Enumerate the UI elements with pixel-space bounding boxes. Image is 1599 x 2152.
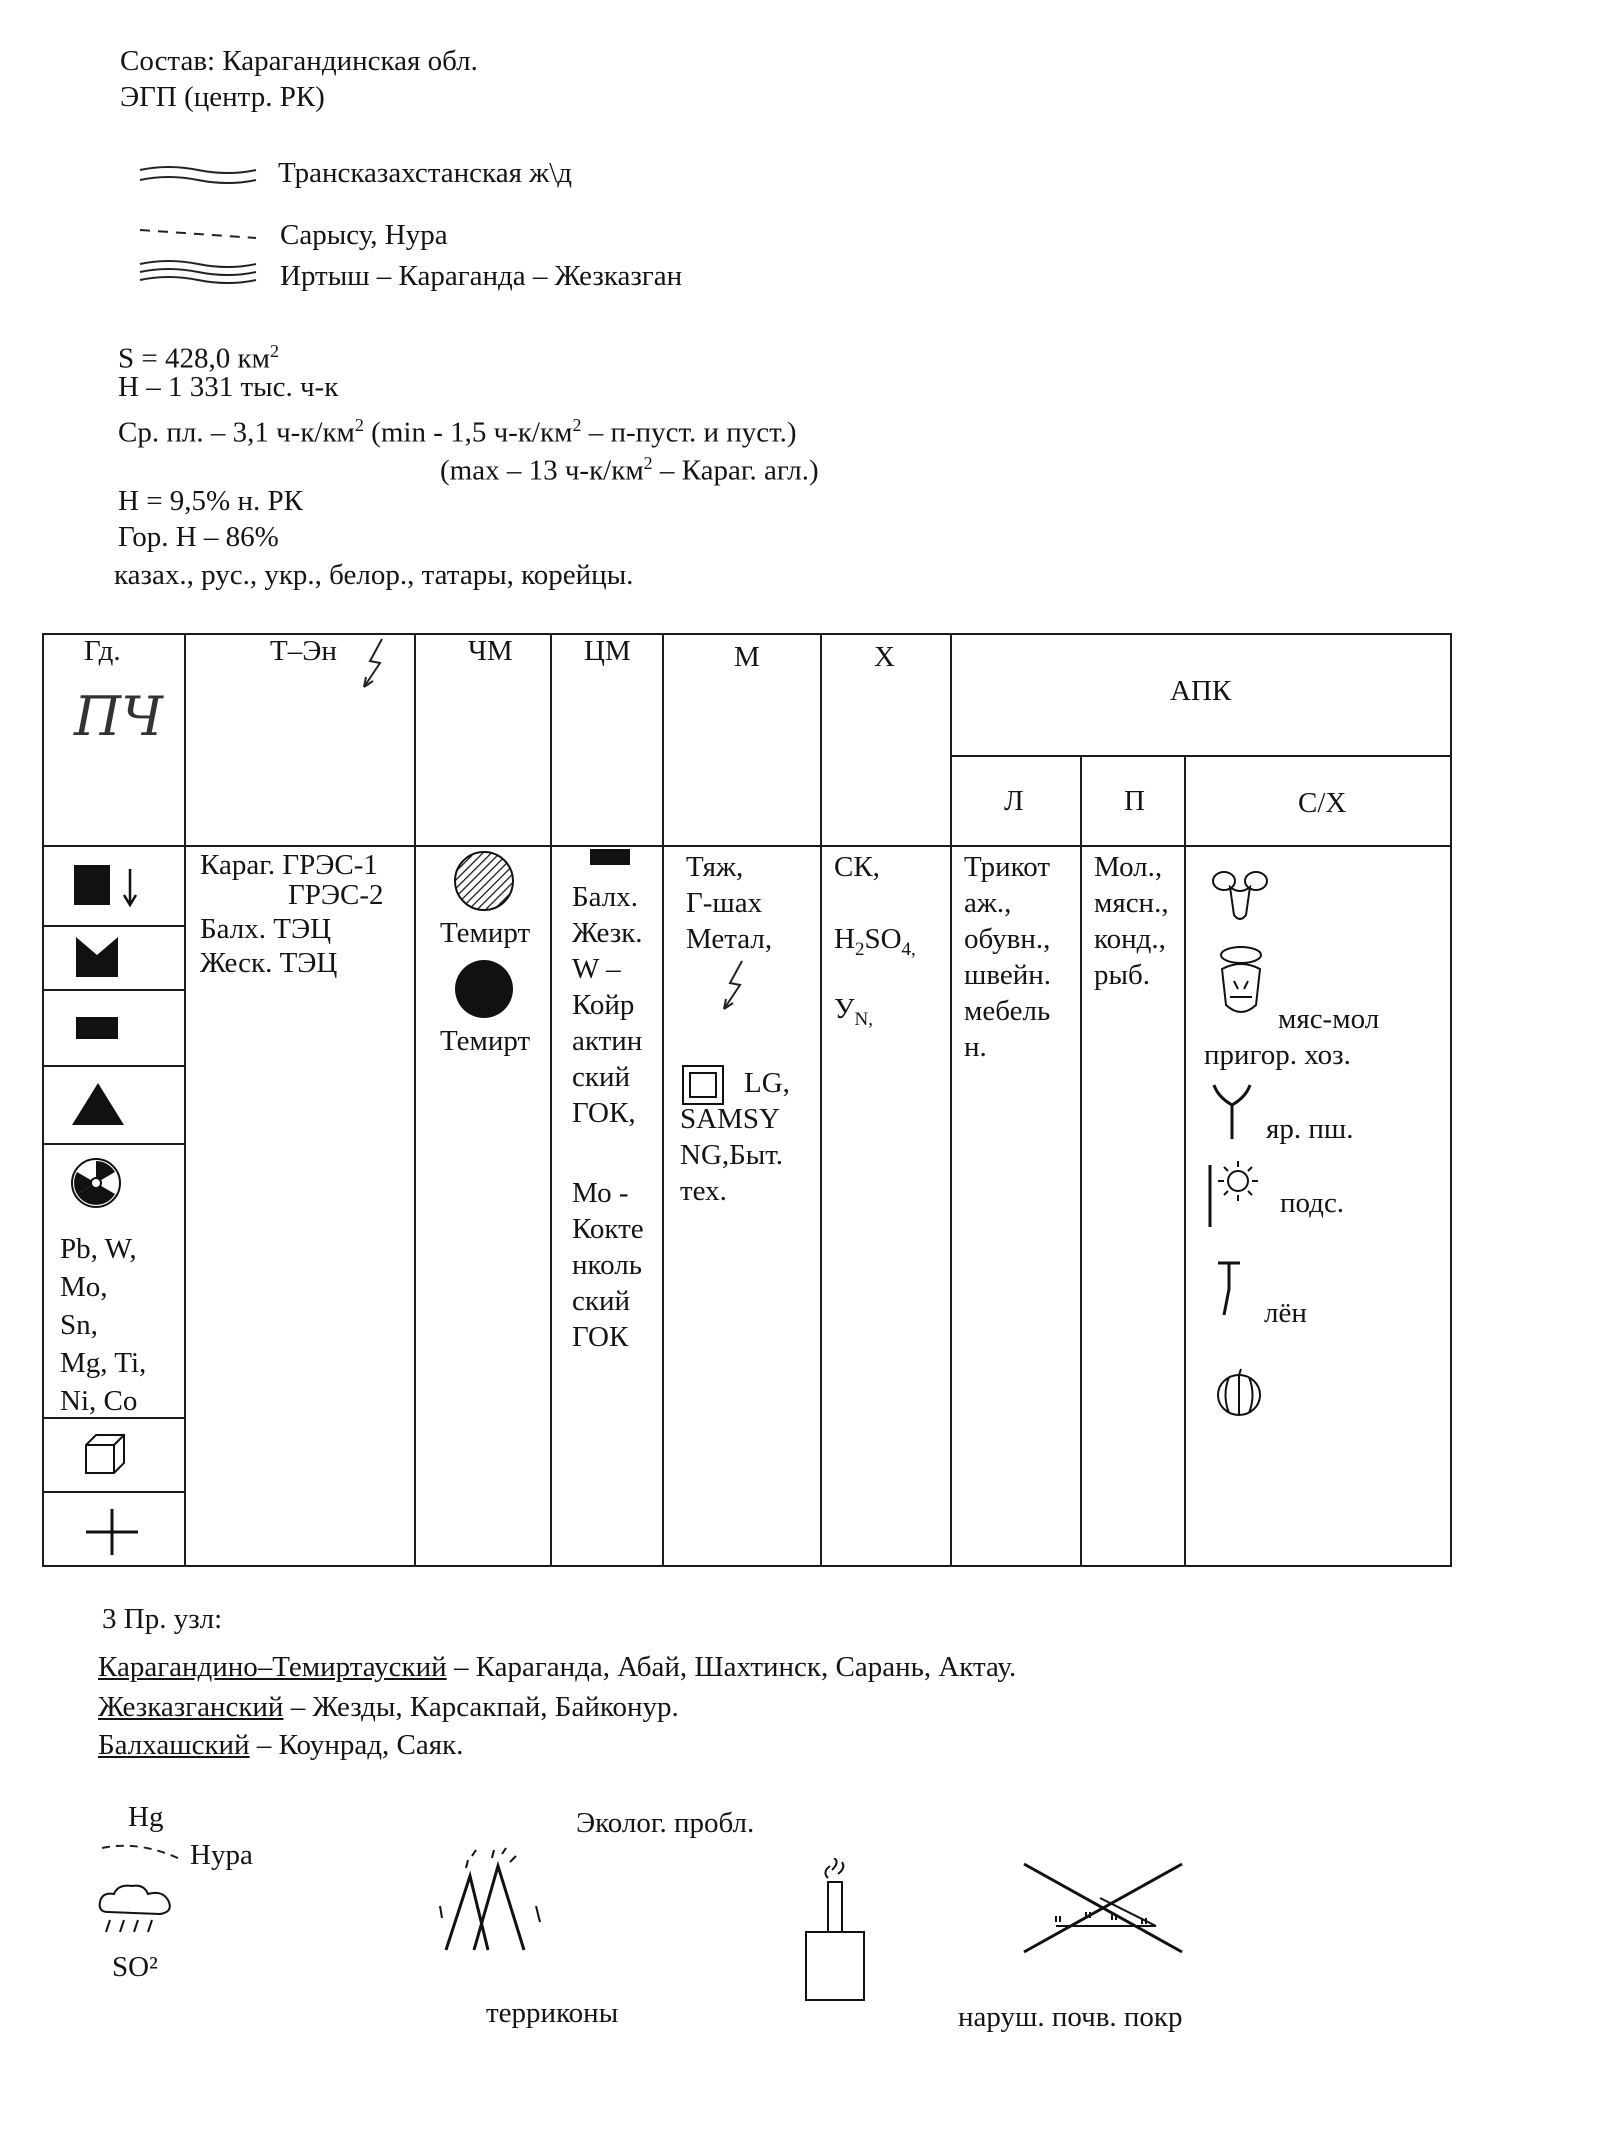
row-divider [44,925,184,927]
row-divider [44,1491,184,1493]
nodes-title: 3 Пр. узл: [102,1603,223,1635]
node-cities-2: – Жезды, Карсакпай, Байконур. [283,1691,679,1723]
iron-ore-icon [74,935,120,979]
density-max-sup: 2 [643,453,653,473]
ethnic-line: казах., рус., укр., белор., татары, корейцы. [114,559,634,591]
lightning-arrow-icon [714,959,754,1015]
m-line: Тяж, [686,851,744,883]
p-line: мясн., [1094,887,1169,919]
col-divider [820,635,822,1565]
melon-icon [1214,1367,1264,1419]
copper-triangle-icon [70,1081,126,1127]
m-line: Метал, [686,923,773,955]
row-divider [44,1143,184,1145]
node-name-2: Жезказганский [98,1691,284,1723]
row-divider [950,755,1450,757]
wheat-icon [1210,1083,1254,1141]
density-sup2: 2 [572,415,582,435]
urban-line: Гор. Н – 86% [118,521,279,553]
tsm-line: Койр [572,989,635,1021]
copper-bar-icon [588,847,634,867]
tsm-line: Балх. [572,881,639,913]
p-line: конд., [1094,923,1166,955]
cow-head-icon [1210,867,1270,925]
smokestack-icon [800,1858,870,2002]
tsm-line: ГОК [572,1321,629,1353]
m-line: Г-шах [686,887,763,919]
sx-suburban: пригор. хоз. [1204,1039,1351,1071]
sx-flax: лён [1264,1297,1307,1329]
eco-terrikony: терриконы [486,1997,619,2029]
header-tsm: ЦМ [584,635,631,667]
density-sup1: 2 [354,415,364,435]
node-cities-3: – Коунрад, Саяк. [249,1729,464,1761]
p-line: Мол., [1094,851,1163,883]
header-apk: АПК [1170,675,1232,707]
x-yn-sub: N, [854,1008,874,1030]
hatched-circle-icon [452,849,516,913]
p-line: рыб. [1094,959,1150,991]
eco-soil: наруш. почв. покр [958,2001,1183,2033]
x-sk: СК, [834,851,880,883]
crossed-soil-icon [1020,1860,1186,1956]
header-sx: С/Х [1298,787,1347,819]
row-divider [44,989,184,991]
density-part-b: (min - 1,5 ч-к/км [363,416,573,449]
node-name-1: Карагандино–Темиртауский [98,1651,447,1683]
l-line: швейн. [964,959,1052,991]
tsm-line: Жезк. [572,917,643,949]
header-x: Х [874,641,895,673]
col-divider [662,635,664,1565]
double-wave-line-icon [138,160,258,190]
sx-grain: яр. пш. [1266,1113,1354,1145]
node-line-2 [98,1690,679,1724]
chm-label: Темирт [440,917,531,949]
ten-line: Балх. ТЭЦ [200,913,332,945]
m-line: тех. [680,1175,727,1207]
sunflower-icon [1204,1155,1266,1229]
share-line: Н = 9,5% н. РК [118,485,303,517]
density-max-line [440,446,819,488]
m-line: NG,Быт. [680,1139,784,1171]
egp-line: ЭГП (центр. РК) [120,81,325,113]
manganese-icon [74,1013,120,1043]
flax-icon [1214,1259,1244,1319]
population-line: Н – 1 331 тыс. ч-к [118,371,339,403]
col-divider [1184,755,1186,1565]
metal-line: Mg, Ti, [60,1347,147,1379]
header-l: Л [1004,785,1024,817]
tsm-line: W – [572,953,621,985]
coal-arrow-icon [72,863,144,911]
composition-line: Состав: Карагандинская обл. [120,45,478,77]
metal-line: Ni, Co [60,1385,138,1417]
node-name-3: Балхашский [98,1729,250,1761]
triple-wave-line-icon [138,258,258,288]
pig-icon [1212,945,1270,1021]
eco-nura: Нура [190,1839,253,1871]
header-m: М [734,641,760,673]
legend-label-canal: Иртыш – Караганда – Жезказган [280,260,683,292]
node-line-3 [98,1728,463,1762]
radiation-icon [70,1157,122,1209]
sx-sunflower: подс. [1280,1187,1345,1219]
filled-circle-icon [452,957,516,1021]
metal-line: Sn, [60,1309,98,1341]
eco-hg: Hg [128,1801,164,1833]
row-divider [44,1065,184,1067]
col-divider [184,635,186,1565]
l-line: обувн., [964,923,1051,955]
col-divider [550,635,552,1565]
tsm-line: актин [572,1025,643,1057]
ten-line: Караг. ГРЭС-1 [200,849,378,881]
l-line: н. [964,1031,987,1063]
legend-label-railway: Трансказахстанская ж\д [278,157,573,189]
metal-line: Mo, [60,1271,108,1303]
tsm-line: нколь [572,1249,642,1281]
density-part-a: Ср. пл. – 3,1 ч-к/км [118,416,355,449]
tsm-line: ГОК, [572,1097,636,1129]
node-line-1 [98,1650,1016,1684]
l-line: Трикот [964,851,1051,883]
eco-so2: SO² [112,1951,158,1983]
x-h2so4-sub2: 4, [901,938,916,960]
node-cities-1: – Караганда, Абай, Шахтинск, Сарань, Актау. [446,1651,1017,1683]
l-line: мебель [964,995,1051,1027]
chm-label: Темирт [440,1025,531,1057]
x-h2so4-b: SO [864,923,902,955]
x-yn [834,991,873,1038]
eco-title: Эколог. пробл. [576,1807,755,1839]
area-text: S = 428,0 км [118,342,270,375]
cube-icon [82,1431,128,1477]
density-part-c: – п-пуст. и пуст.) [581,416,797,449]
tsm-line: ский [572,1061,630,1093]
header-ten: Т–Эн [270,635,337,667]
x-h2so4-sub1: 2 [854,938,865,960]
x-h2so4-a: H [834,923,855,955]
tsm-line: Мо - [572,1177,629,1209]
l-line: аж., [964,887,1012,919]
ten-line: ГРЭС-2 [288,879,384,911]
cloud-rain-icon [96,1882,174,1936]
header-chm: ЧМ [468,635,513,667]
x-yn-a: У [834,993,855,1025]
waste-heaps-icon [436,1846,548,1956]
ten-line: Жеск. ТЭЦ [200,947,338,979]
col-divider [950,635,952,1565]
handwritten-mark: ПЧ [74,685,163,748]
legend-label-rivers: Сарысу, Нура [280,219,448,251]
lightning-arrow-icon [354,637,394,693]
x-h2so4 [834,921,916,968]
header-p: П [1124,785,1145,817]
tsm-line: Кокте [572,1213,644,1245]
density-max-a: (max – 13 ч-к/км [440,454,644,487]
m-line: LG, [744,1067,790,1099]
economy-table [42,633,1452,1567]
col-divider [414,635,416,1565]
metal-line: Pb, W, [60,1233,137,1265]
dashed-line-icon [138,220,258,250]
density-line [118,408,797,450]
header-gd: Гд. [84,635,121,667]
col-divider [1080,755,1082,1565]
cross-icon [82,1507,142,1557]
m-line: SAMSY [680,1103,780,1135]
density-max-b: – Караг. агл.) [652,454,819,487]
area-sup: 2 [269,341,279,361]
sx-meat-milk: мяс-мол [1278,1003,1380,1035]
dashed-river-icon [100,1842,184,1866]
tsm-line: ский [572,1285,630,1317]
